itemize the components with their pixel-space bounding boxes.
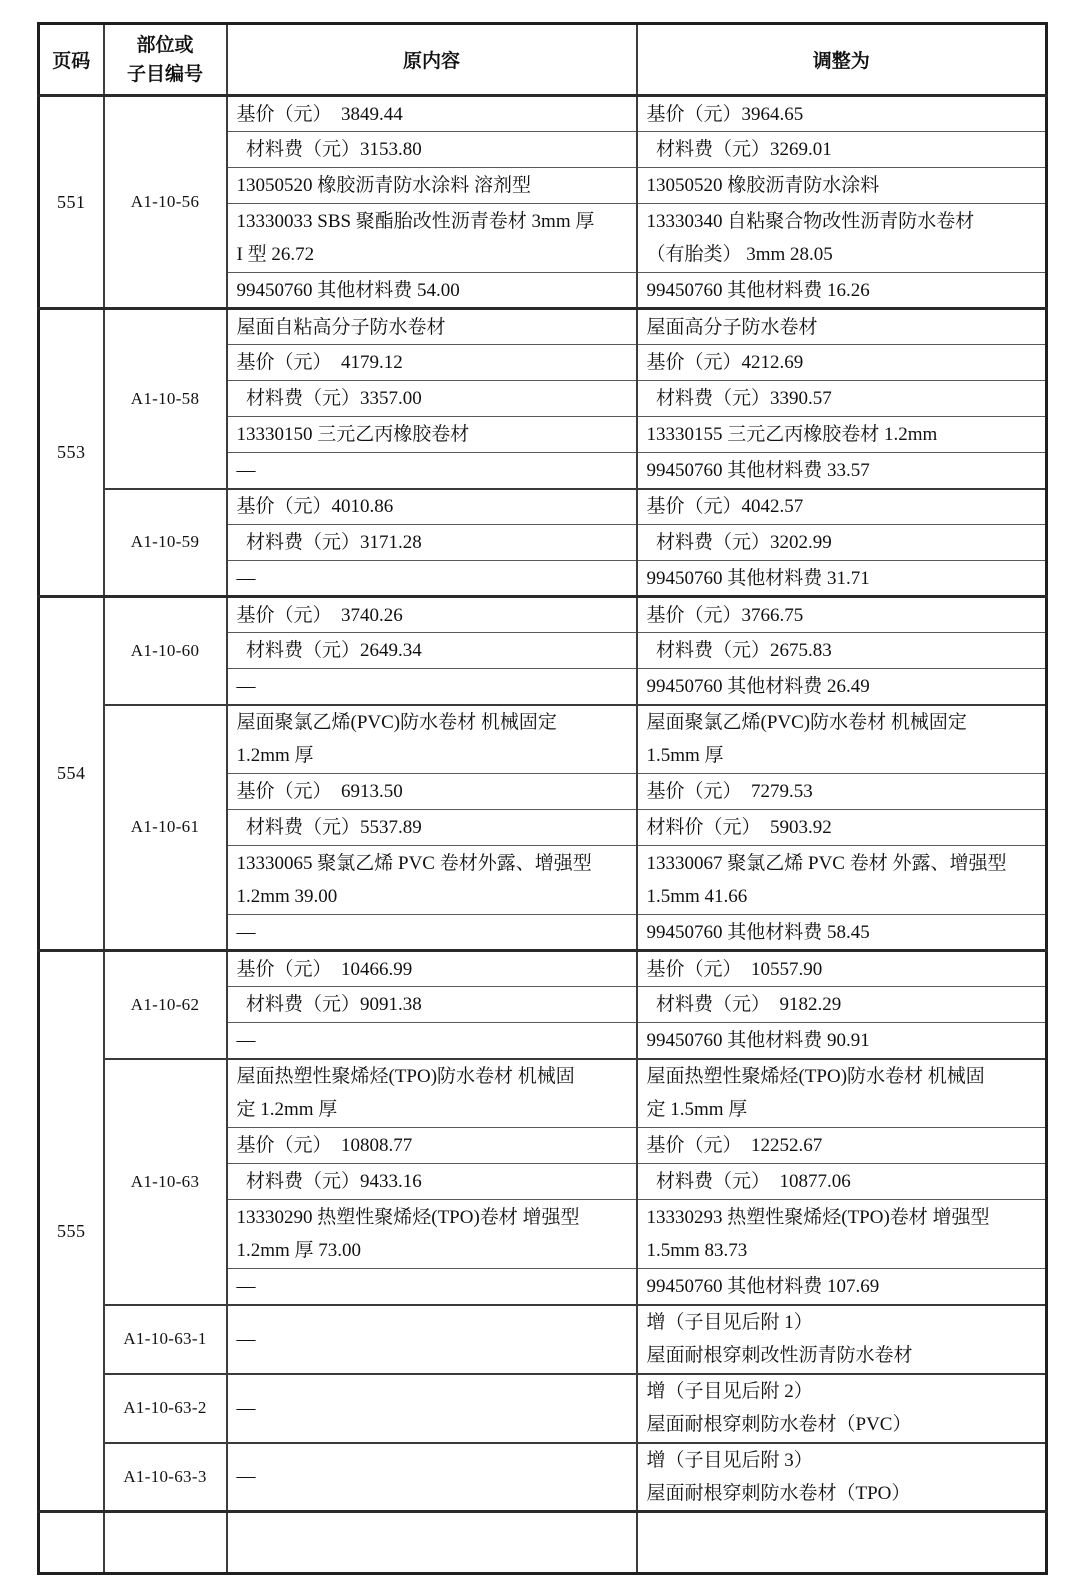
cell-line: 材料费（元）3202.99 xyxy=(646,532,832,553)
original-content-cell xyxy=(227,525,637,561)
cell-line: 材料费（元） 9182.29 xyxy=(646,994,842,1015)
original-content-cell xyxy=(227,915,637,951)
original-content-cell xyxy=(227,1269,637,1305)
adjusted-content-cell xyxy=(637,345,1047,381)
adjusted-content-cell xyxy=(637,633,1047,669)
table-row xyxy=(39,1512,1047,1574)
cell-line: 99450760 其他材料费 54.00 xyxy=(236,279,460,301)
cell-line: 增（子目见后附 2） xyxy=(646,1381,813,1402)
adjusted-content-cell xyxy=(637,774,1047,810)
item-code-cell: A1-10-60 xyxy=(104,597,227,705)
cell-line: 99450760 其他材料费 31.71 xyxy=(646,567,870,589)
cell-line: 13330340 自粘聚合物改性沥青防水卷材 xyxy=(646,211,975,232)
cell-line: 13330150 三元乙丙橡胶卷材 xyxy=(236,424,470,445)
cell-line: 99450760 其他材料费 107.69 xyxy=(646,1275,880,1297)
cell-line: 基价（元） 3740.26 xyxy=(236,604,403,626)
cell-line: 材料费（元）3390.57 xyxy=(646,388,832,409)
cell-line: 材料费（元） 10877.06 xyxy=(646,1171,851,1192)
cell-line: 定 1.2mm 厚 xyxy=(236,1099,338,1121)
adjusted-content-cell xyxy=(637,1059,1047,1128)
adjusted-content-cell xyxy=(637,705,1047,774)
original-content-cell xyxy=(227,1374,637,1443)
original-content-cell xyxy=(227,132,637,168)
adjusted-content-cell xyxy=(637,273,1047,309)
table-row xyxy=(39,597,1047,633)
adjusted-content-cell xyxy=(637,987,1047,1023)
table-row xyxy=(39,951,1047,987)
header-page-column: 页码 xyxy=(39,24,104,96)
adjusted-content-cell xyxy=(637,132,1047,168)
page-number-cell: 551 xyxy=(39,96,104,309)
cell-line: 增（子目见后附 3） xyxy=(646,1449,813,1471)
cell-line: — xyxy=(236,1397,256,1419)
adjusted-content-cell xyxy=(637,846,1047,915)
cell-line: 基价（元） 4179.12 xyxy=(236,352,403,373)
adjustment-table xyxy=(37,22,1048,1575)
item-code-cell xyxy=(104,1512,227,1574)
cell-line: — xyxy=(236,567,256,589)
original-content-cell xyxy=(227,453,637,489)
page-number-cell: 553 xyxy=(39,309,104,597)
cell-line: — xyxy=(236,921,256,943)
adjusted-content-cell xyxy=(637,168,1047,204)
cell-line: — xyxy=(236,1466,256,1488)
item-code-cell: A1-10-62 xyxy=(104,951,227,1059)
cell-line: 1.5mm 41.66 xyxy=(646,886,748,907)
adjusted-content-cell xyxy=(637,1443,1047,1512)
cell-line: 13330293 热塑性聚烯烃(TPO)卷材 增强型 xyxy=(646,1207,990,1228)
header-item-line: 子目编号 xyxy=(126,63,203,85)
adjusted-content-cell xyxy=(637,951,1047,987)
cell-line: 屋面聚氯乙烯(PVC)防水卷材 机械固定 xyxy=(646,712,967,734)
original-content-cell xyxy=(227,1164,637,1200)
item-code-cell: A1-10-56 xyxy=(104,96,227,309)
cell-line: 1.5mm 厚 xyxy=(646,745,724,767)
cell-line: 基价（元） 12252.67 xyxy=(646,1135,823,1156)
cell-line: 屋面热塑性聚烯烃(TPO)防水卷材 机械固 xyxy=(646,1066,985,1088)
cell-line: 基价（元）4010.86 xyxy=(236,496,394,518)
cell-line: 基价（元） 10466.99 xyxy=(236,958,413,980)
original-content-cell xyxy=(227,309,637,345)
original-content-cell xyxy=(227,810,637,846)
cell-line: 材料费（元）3269.01 xyxy=(646,139,832,160)
adjusted-content-cell xyxy=(637,669,1047,705)
adjusted-content-cell xyxy=(637,381,1047,417)
cell-line: 材料费（元）3171.28 xyxy=(236,532,422,553)
cell-line: 基价（元）3964.65 xyxy=(646,103,804,125)
cell-line: I 型 26.72 xyxy=(236,244,315,265)
cell-line: 基价（元） 3849.44 xyxy=(236,103,403,125)
original-content-cell xyxy=(227,345,637,381)
adjusted-content-cell xyxy=(637,597,1047,633)
header-item-column xyxy=(104,24,227,96)
cell-line: 13050520 橡胶沥青防水涂料 xyxy=(646,175,880,196)
table-row xyxy=(39,309,1047,345)
item-code-cell: A1-10-63 xyxy=(104,1059,227,1305)
cell-line: 定 1.5mm 厚 xyxy=(646,1099,748,1121)
original-content-cell xyxy=(227,204,637,273)
cell-line: 增（子目见后附 1） xyxy=(646,1312,813,1333)
adjusted-content-cell xyxy=(637,1023,1047,1059)
adjusted-content-cell xyxy=(637,810,1047,846)
cell-line: 99450760 其他材料费 26.49 xyxy=(646,675,870,697)
cell-line: 99450760 其他材料费 90.91 xyxy=(646,1029,870,1051)
original-content-cell xyxy=(227,1512,637,1574)
cell-line: 基价（元） 10557.90 xyxy=(646,958,823,980)
cell-line: 材料价（元） 5903.92 xyxy=(646,817,832,838)
table-row xyxy=(39,489,1047,525)
original-content-cell xyxy=(227,705,637,774)
cell-line: — xyxy=(236,459,256,481)
cell-line: 屋面自粘高分子防水卷材 xyxy=(236,316,446,338)
adjusted-content-cell xyxy=(637,453,1047,489)
adjusted-content-cell xyxy=(637,309,1047,345)
cell-line: 13330067 聚氯乙烯 PVC 卷材 外露、增强型 xyxy=(646,853,1007,874)
cell-line: 屋面热塑性聚烯烃(TPO)防水卷材 机械固 xyxy=(236,1066,575,1088)
item-code-cell: A1-10-61 xyxy=(104,705,227,951)
adjusted-content-cell xyxy=(637,489,1047,525)
original-content-cell xyxy=(227,273,637,309)
adjusted-content-cell xyxy=(637,1164,1047,1200)
original-content-cell xyxy=(227,846,637,915)
original-content-cell xyxy=(227,1059,637,1128)
original-content-cell xyxy=(227,489,637,525)
table-row xyxy=(39,1374,1047,1443)
cell-line: 99450760 其他材料费 33.57 xyxy=(646,459,870,481)
adjusted-content-cell xyxy=(637,96,1047,132)
cell-line: 屋面耐根穿刺防水卷材（PVC） xyxy=(646,1414,912,1435)
adjusted-content-cell xyxy=(637,417,1047,453)
adjusted-content-cell xyxy=(637,561,1047,597)
original-content-cell xyxy=(227,561,637,597)
original-content-cell xyxy=(227,1443,637,1512)
cell-line: 材料费（元）3153.80 xyxy=(236,139,422,160)
original-content-cell xyxy=(227,987,637,1023)
table-row xyxy=(39,1305,1047,1374)
table-row xyxy=(39,1443,1047,1512)
cell-line: 材料费（元）5537.89 xyxy=(236,817,422,838)
cell-line: 屋面聚氯乙烯(PVC)防水卷材 机械固定 xyxy=(236,712,557,734)
cell-line: 13330033 SBS 聚酯胎改性沥青卷材 3mm 厚 xyxy=(236,211,595,232)
cell-line: 屋面耐根穿刺防水卷材（TPO） xyxy=(646,1482,911,1504)
page-number-cell xyxy=(39,1512,104,1574)
original-content-cell xyxy=(227,774,637,810)
cell-line: 材料费（元）9091.38 xyxy=(236,994,422,1015)
original-content-cell xyxy=(227,1023,637,1059)
item-code-cell: A1-10-63-2 xyxy=(104,1374,227,1443)
adjusted-content-cell xyxy=(637,1374,1047,1443)
table-body xyxy=(39,96,1047,1574)
original-content-cell xyxy=(227,1305,637,1374)
table-header xyxy=(39,24,1047,96)
cell-line: 13050520 橡胶沥青防水涂料 溶剂型 xyxy=(236,175,532,196)
adjusted-content-cell xyxy=(637,1128,1047,1164)
cell-line: 材料费（元）3357.00 xyxy=(236,388,422,409)
original-content-cell xyxy=(227,633,637,669)
original-content-cell xyxy=(227,168,637,204)
cell-line: 屋面耐根穿刺改性沥青防水卷材 xyxy=(646,1345,913,1366)
table-row xyxy=(39,1059,1047,1128)
cell-line: 基价（元） 6913.50 xyxy=(236,781,403,802)
cell-line: 99450760 其他材料费 58.45 xyxy=(646,921,870,943)
original-content-cell xyxy=(227,951,637,987)
cell-line: 基价（元）3766.75 xyxy=(646,604,804,626)
cell-line: 基价（元） 7279.53 xyxy=(646,781,813,802)
cell-line: （有胎类） 3mm 28.05 xyxy=(646,244,833,265)
original-content-cell xyxy=(227,597,637,633)
page-number-cell: 554 xyxy=(39,597,104,951)
original-content-cell xyxy=(227,417,637,453)
adjusted-content-cell xyxy=(637,1512,1047,1574)
cell-line: — xyxy=(236,1029,256,1051)
cell-line: 基价（元） 10808.77 xyxy=(236,1135,413,1156)
item-code-cell: A1-10-63-1 xyxy=(104,1305,227,1374)
adjusted-content-cell xyxy=(637,915,1047,951)
table-row xyxy=(39,96,1047,132)
cell-line: 13330155 三元乙丙橡胶卷材 1.2mm xyxy=(646,424,938,445)
cell-line: 1.2mm 39.00 xyxy=(236,886,338,907)
adjusted-content-cell xyxy=(637,1305,1047,1374)
cell-line: 材料费（元）2649.34 xyxy=(236,640,422,661)
adjusted-content-cell xyxy=(637,204,1047,273)
original-content-cell xyxy=(227,1128,637,1164)
cell-line: 屋面高分子防水卷材 xyxy=(646,316,818,338)
original-content-cell xyxy=(227,1200,637,1269)
header-row xyxy=(39,24,1047,96)
cell-line: 1.5mm 83.73 xyxy=(646,1240,748,1261)
table-row xyxy=(39,705,1047,774)
adjusted-content-cell xyxy=(637,525,1047,561)
cell-line: 1.2mm 厚 73.00 xyxy=(236,1240,362,1261)
cell-line: — xyxy=(236,675,256,697)
cell-line: 材料费（元）9433.16 xyxy=(236,1171,422,1192)
cell-line: 基价（元）4212.69 xyxy=(646,352,804,373)
item-code-cell: A1-10-63-3 xyxy=(104,1443,227,1512)
original-content-cell xyxy=(227,96,637,132)
item-code-cell: A1-10-59 xyxy=(104,489,227,597)
original-content-cell xyxy=(227,669,637,705)
cell-line: 13330065 聚氯乙烯 PVC 卷材外露、增强型 xyxy=(236,853,592,874)
cell-line: 材料费（元）2675.83 xyxy=(646,640,832,661)
adjusted-content-cell xyxy=(637,1200,1047,1269)
adjusted-content-cell xyxy=(637,1269,1047,1305)
cell-line: 1.2mm 厚 xyxy=(236,745,314,767)
cell-line: — xyxy=(236,1275,256,1297)
original-content-cell xyxy=(227,381,637,417)
cell-line: 基价（元）4042.57 xyxy=(646,496,804,518)
header-item-line: 部位或 xyxy=(136,34,194,56)
cell-line: 13330290 热塑性聚烯烃(TPO)卷材 增强型 xyxy=(236,1207,580,1228)
header-original-column: 原内容 xyxy=(227,24,637,96)
cell-line: — xyxy=(236,1328,256,1350)
cell-line: 99450760 其他材料费 16.26 xyxy=(646,279,870,301)
page-number-cell: 555 xyxy=(39,951,104,1512)
header-adjusted-column: 调整为 xyxy=(637,24,1047,96)
item-code-cell: A1-10-58 xyxy=(104,309,227,489)
